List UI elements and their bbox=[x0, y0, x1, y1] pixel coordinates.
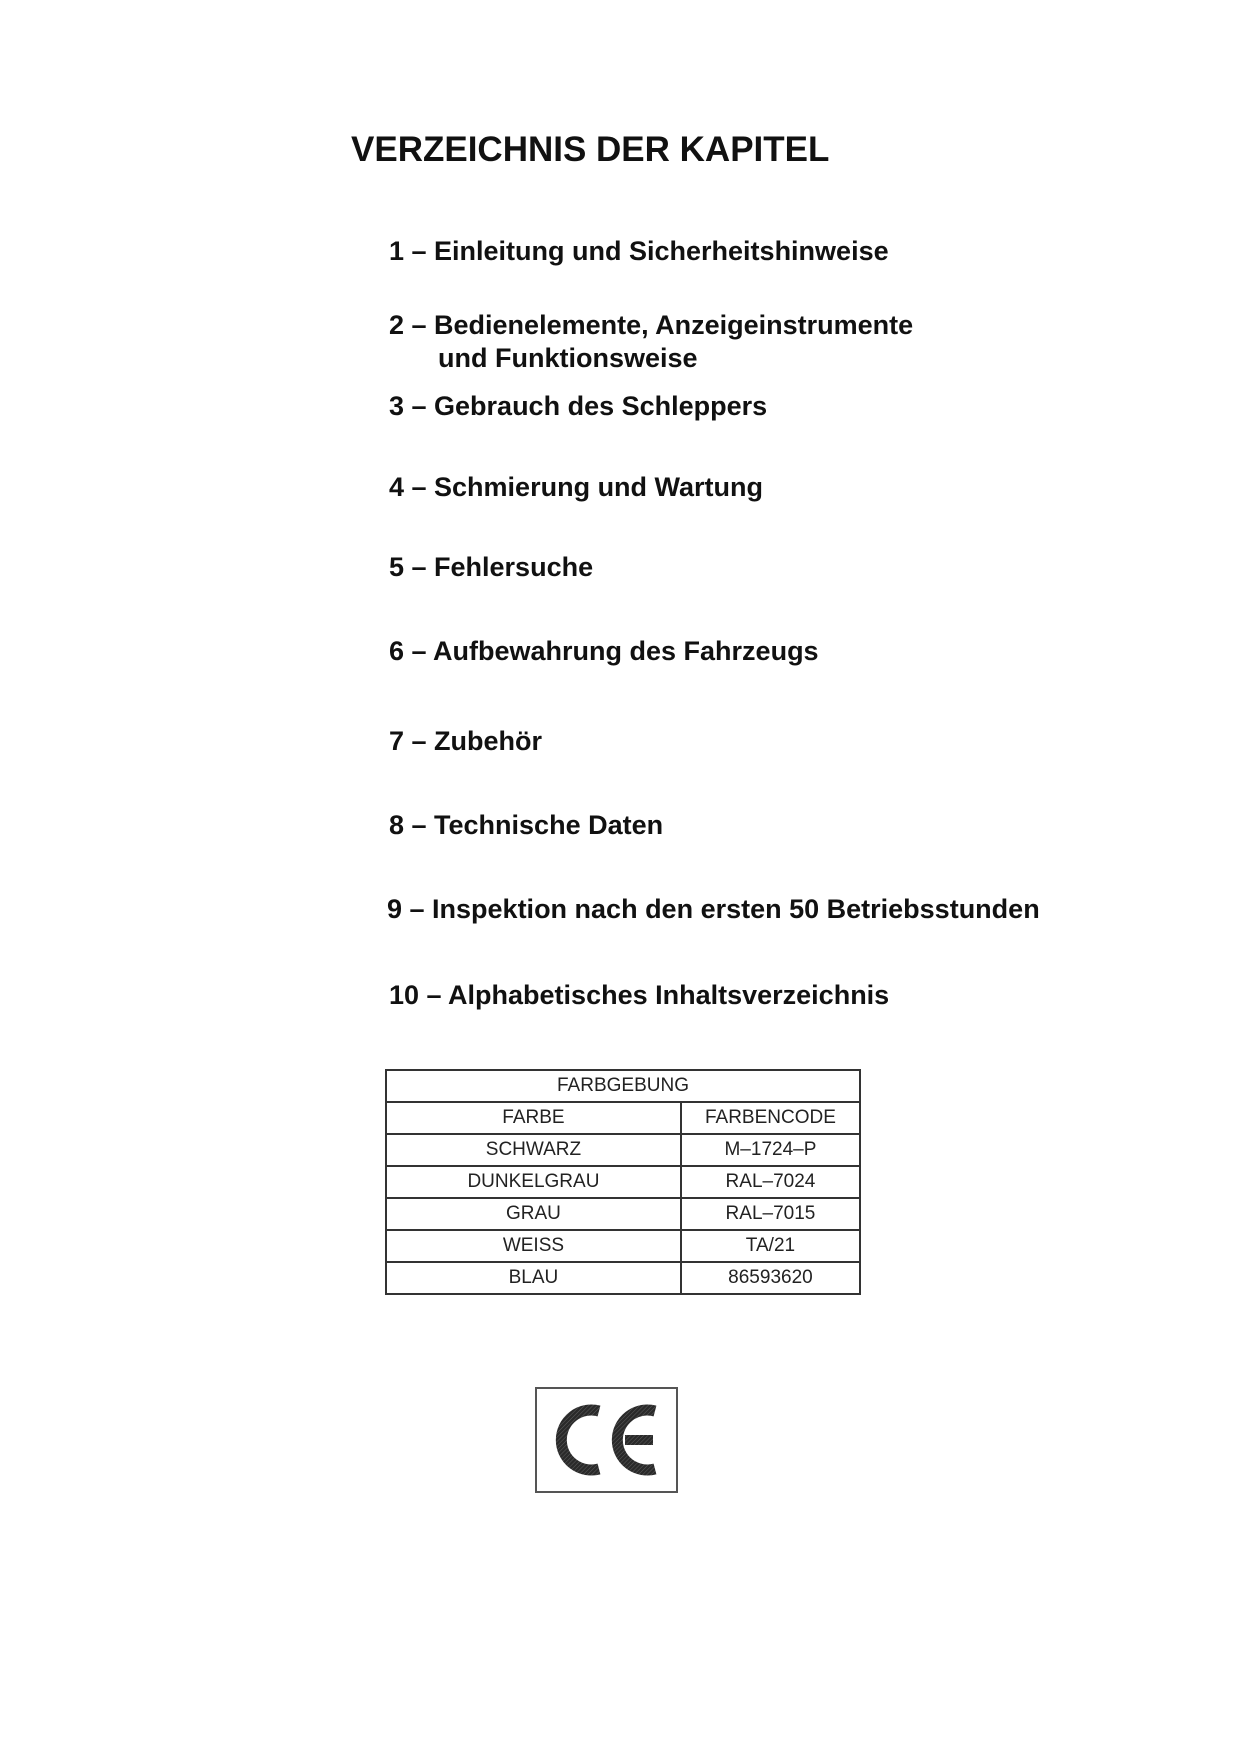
table-row bbox=[386, 1134, 860, 1166]
color-code-cell: RAL–7015 bbox=[681, 1198, 860, 1230]
toc-item-label: 7 – Zubehör bbox=[389, 726, 543, 756]
color-code-cell: RAL–7024 bbox=[681, 1166, 860, 1198]
toc-item-2 bbox=[389, 309, 913, 375]
color-name-cell: WEISS bbox=[386, 1230, 681, 1262]
color-table bbox=[385, 1069, 861, 1295]
toc-item-label: 8 – Technische Daten bbox=[389, 810, 664, 840]
color-name-cell: SCHWARZ bbox=[386, 1134, 681, 1166]
color-name-cell: DUNKELGRAU bbox=[386, 1166, 681, 1198]
table-caption-row bbox=[386, 1070, 860, 1102]
table-row bbox=[386, 1166, 860, 1198]
color-name-cell: BLAU bbox=[386, 1262, 681, 1294]
toc-item-label: 10 – Alphabetisches Inhaltsverzeichnis bbox=[389, 980, 890, 1010]
table-caption: FARBGEBUNG bbox=[386, 1070, 860, 1102]
table-row bbox=[386, 1198, 860, 1230]
toc-item-8 bbox=[389, 809, 663, 842]
toc-item-9 bbox=[387, 893, 1040, 926]
toc-item-4 bbox=[389, 471, 763, 504]
column-header-code: FARBENCODE bbox=[681, 1102, 860, 1134]
toc-item-label: 2 – Bedienelemente, Anzeigeinstrumente bbox=[389, 310, 914, 340]
toc-item-label: 5 – Fehlersuche bbox=[389, 552, 594, 582]
toc-item-label-continued: und Funktionsweise bbox=[438, 343, 698, 373]
table-row bbox=[386, 1262, 860, 1294]
toc-item-label: 9 – Inspektion nach den ersten 50 Betriebsstunden bbox=[387, 894, 1040, 924]
color-code-cell: TA/21 bbox=[681, 1230, 860, 1262]
table-row bbox=[386, 1230, 860, 1262]
ce-mark-box bbox=[535, 1387, 678, 1493]
toc-item-label: 1 – Einleitung und Sicherheitshinweise bbox=[389, 236, 889, 266]
toc-item-3 bbox=[389, 390, 767, 423]
table-header-row bbox=[386, 1102, 860, 1134]
toc-item-label: 3 – Gebrauch des Schleppers bbox=[389, 391, 768, 421]
ce-mark-icon bbox=[537, 1389, 676, 1491]
toc-item-label: 6 – Aufbewahrung des Fahrzeugs bbox=[389, 636, 819, 666]
toc-item-6 bbox=[389, 635, 819, 668]
page-title: VERZEICHNIS DER KAPITEL bbox=[351, 130, 830, 169]
color-code-cell: 86593620 bbox=[681, 1262, 860, 1294]
color-code-cell: M–1724–P bbox=[681, 1134, 860, 1166]
toc-item-10 bbox=[389, 979, 889, 1012]
toc-item-1 bbox=[389, 235, 889, 268]
toc-item-7 bbox=[389, 725, 542, 758]
column-header-color: FARBE bbox=[386, 1102, 681, 1134]
toc-item-label: 4 – Schmierung und Wartung bbox=[389, 472, 764, 502]
color-name-cell: GRAU bbox=[386, 1198, 681, 1230]
toc-item-5 bbox=[389, 551, 593, 584]
